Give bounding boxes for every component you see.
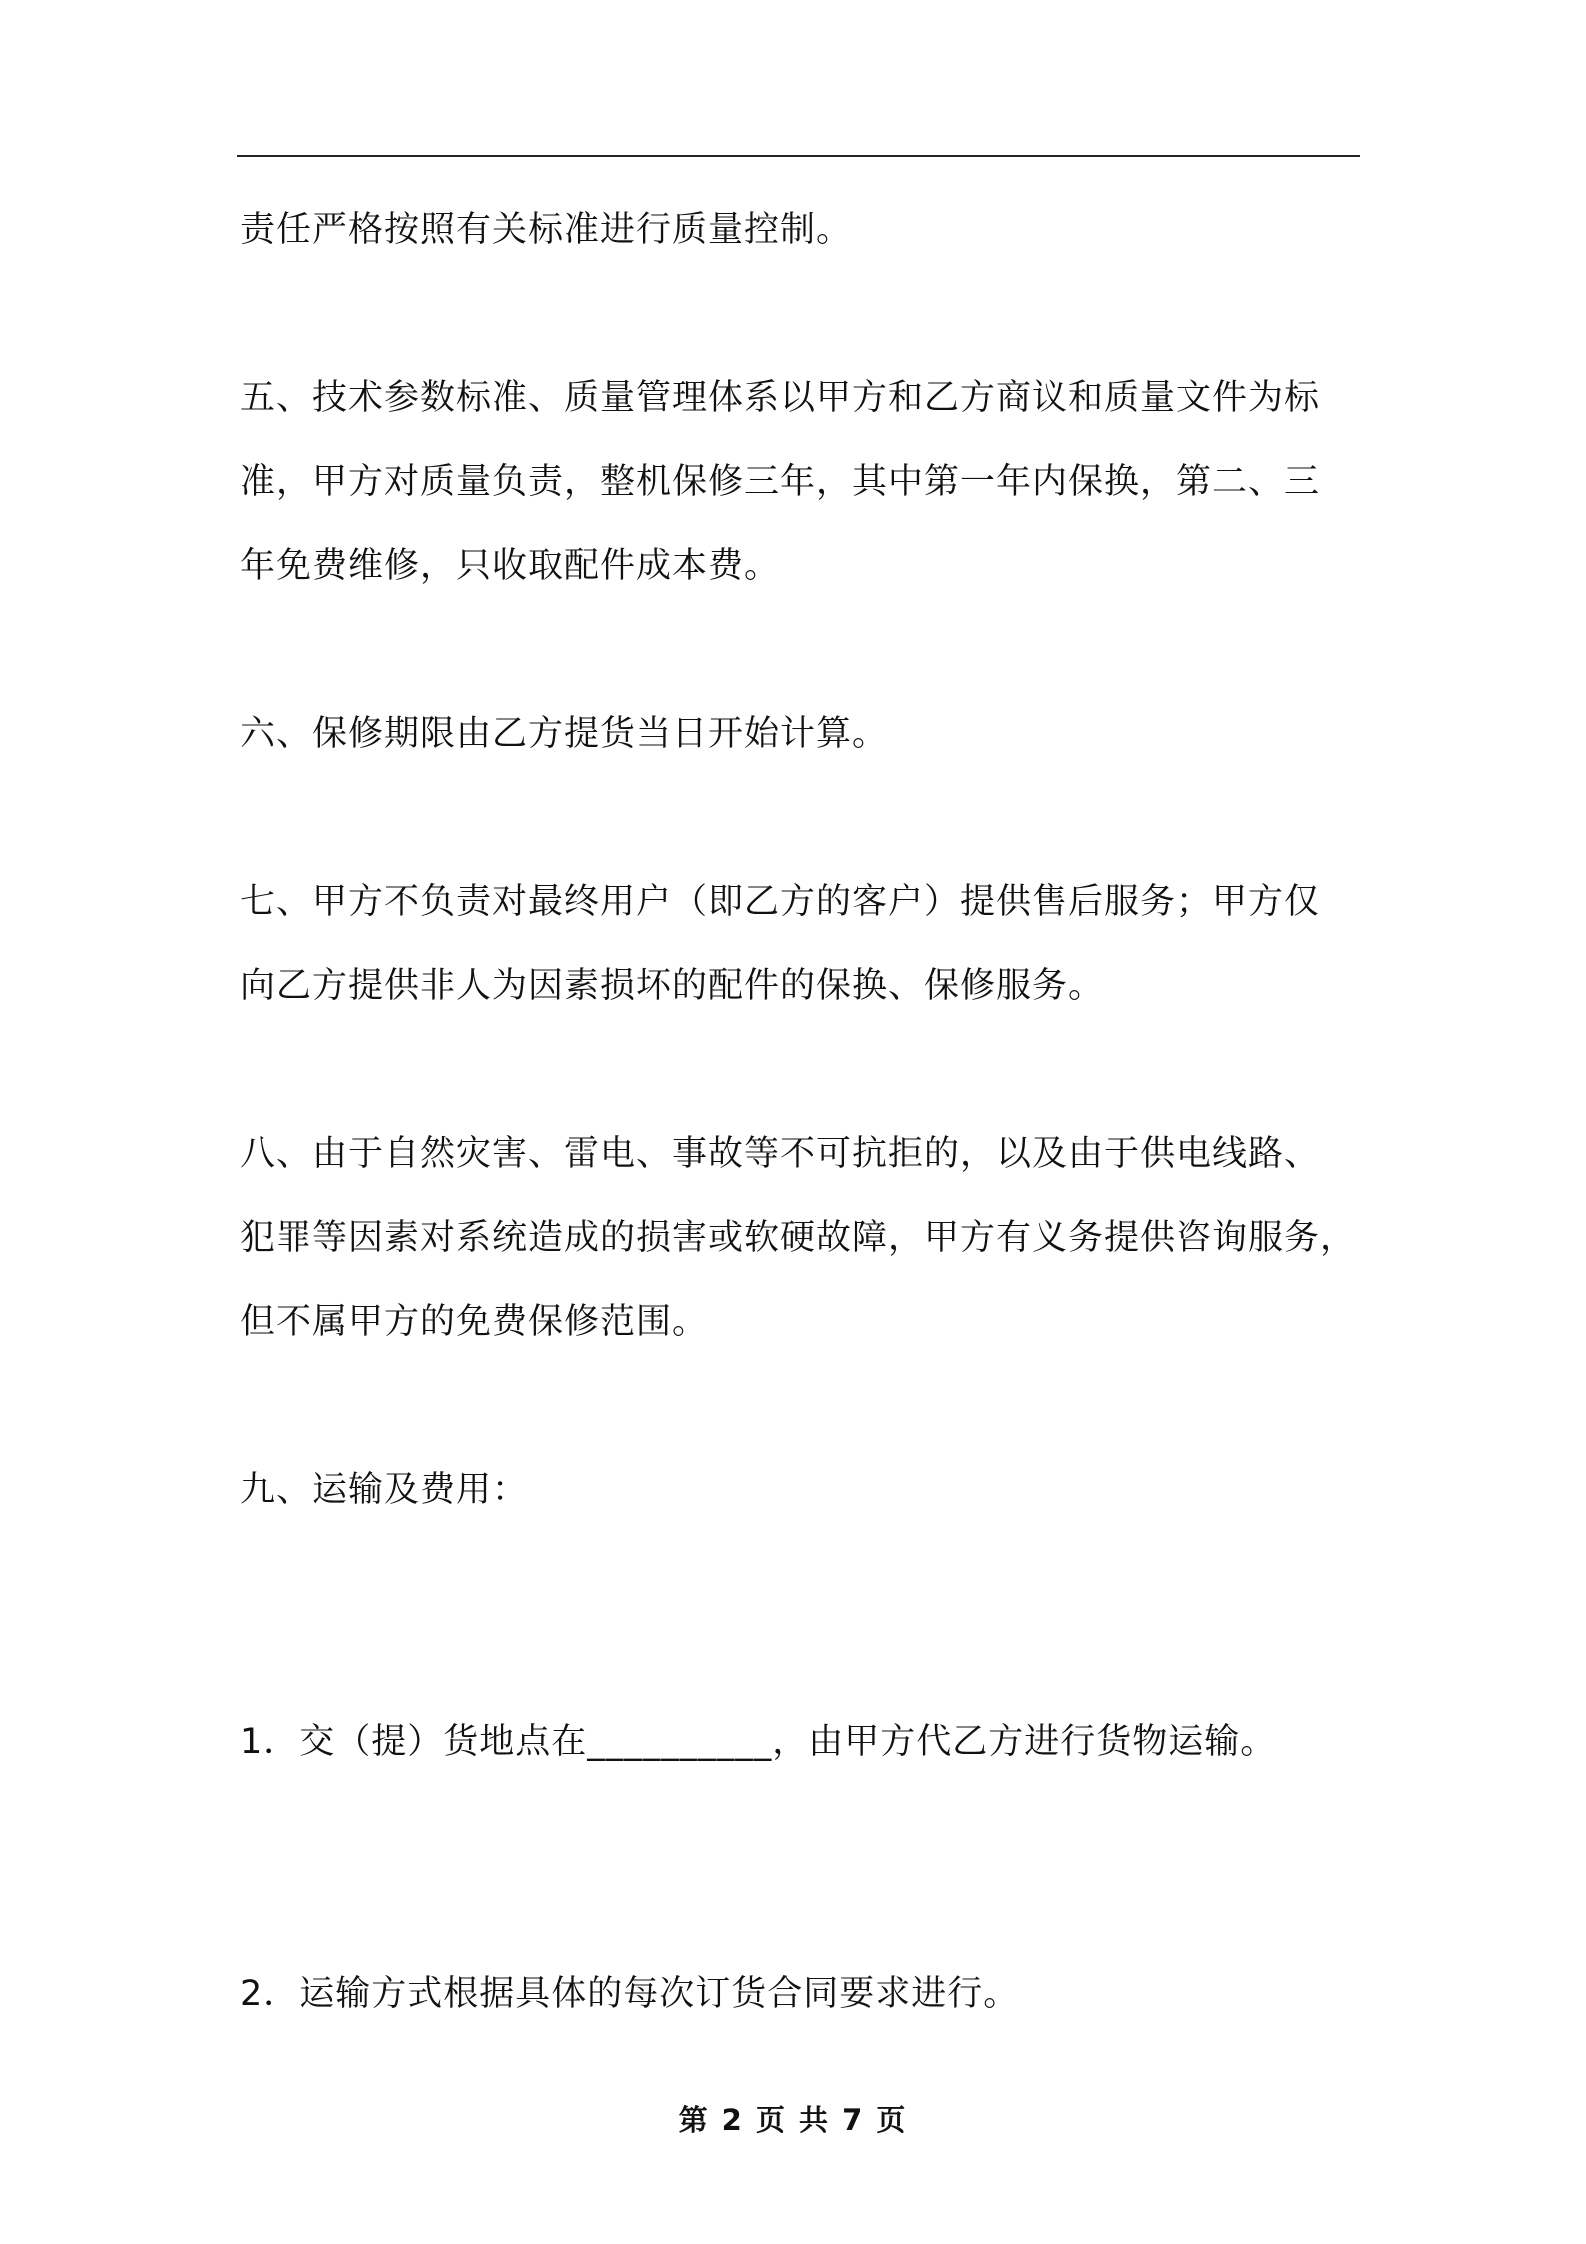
page-number: 第 2 页 共 7 页 [678, 2103, 908, 2137]
text-line: 九、运输及费用： [240, 1470, 529, 1510]
text-line: 八、由于自然灾害、雷电、事故等不可抗拒的，以及由于供电线路、 [240, 1134, 1321, 1174]
header-rule [237, 155, 1360, 157]
paragraph-clause-7 [240, 860, 1385, 1028]
paragraph-item-1 [240, 1700, 1385, 1784]
text-line: 年免费维修，只收取配件成本费。 [240, 546, 781, 586]
paragraph-item-2 [240, 1952, 1385, 2036]
text-line: 向乙方提供非人为因素损坏的配件的保换、保修服务。 [240, 966, 1105, 1006]
paragraph-clause-6 [240, 692, 1385, 776]
text-line: 准，甲方对质量负责，整机保修三年，其中第一年内保换，第二、三 [240, 462, 1321, 502]
text-line: 五、技术参数标准、质量管理体系以甲方和乙方商议和质量文件为标 [240, 378, 1321, 418]
text-line: 责任严格按照有关标准进行质量控制。 [240, 210, 853, 250]
paragraph-clause-5 [240, 356, 1385, 608]
text-line: 六、保修期限由乙方提货当日开始计算。 [240, 714, 889, 754]
text-line: 1．交（提）货地点在__________，由甲方代乙方进行货物运输。 [240, 1722, 1277, 1762]
text-line: 但不属甲方的免费保修范围。 [240, 1302, 709, 1342]
text-line: 2．运输方式根据具体的每次订货合同要求进行。 [240, 1974, 1020, 2014]
paragraph-clause-8 [240, 1112, 1385, 1364]
text-line: 七、甲方不负责对最终用户（即乙方的客户）提供售后服务；甲方仅 [240, 882, 1321, 922]
paragraph-quality-control-end [240, 188, 1385, 272]
text-line: 犯罪等因素对系统造成的损害或软硬故障，甲方有义务提供咨询服务， [240, 1218, 1357, 1258]
paragraph-clause-9-heading [240, 1448, 1385, 1532]
